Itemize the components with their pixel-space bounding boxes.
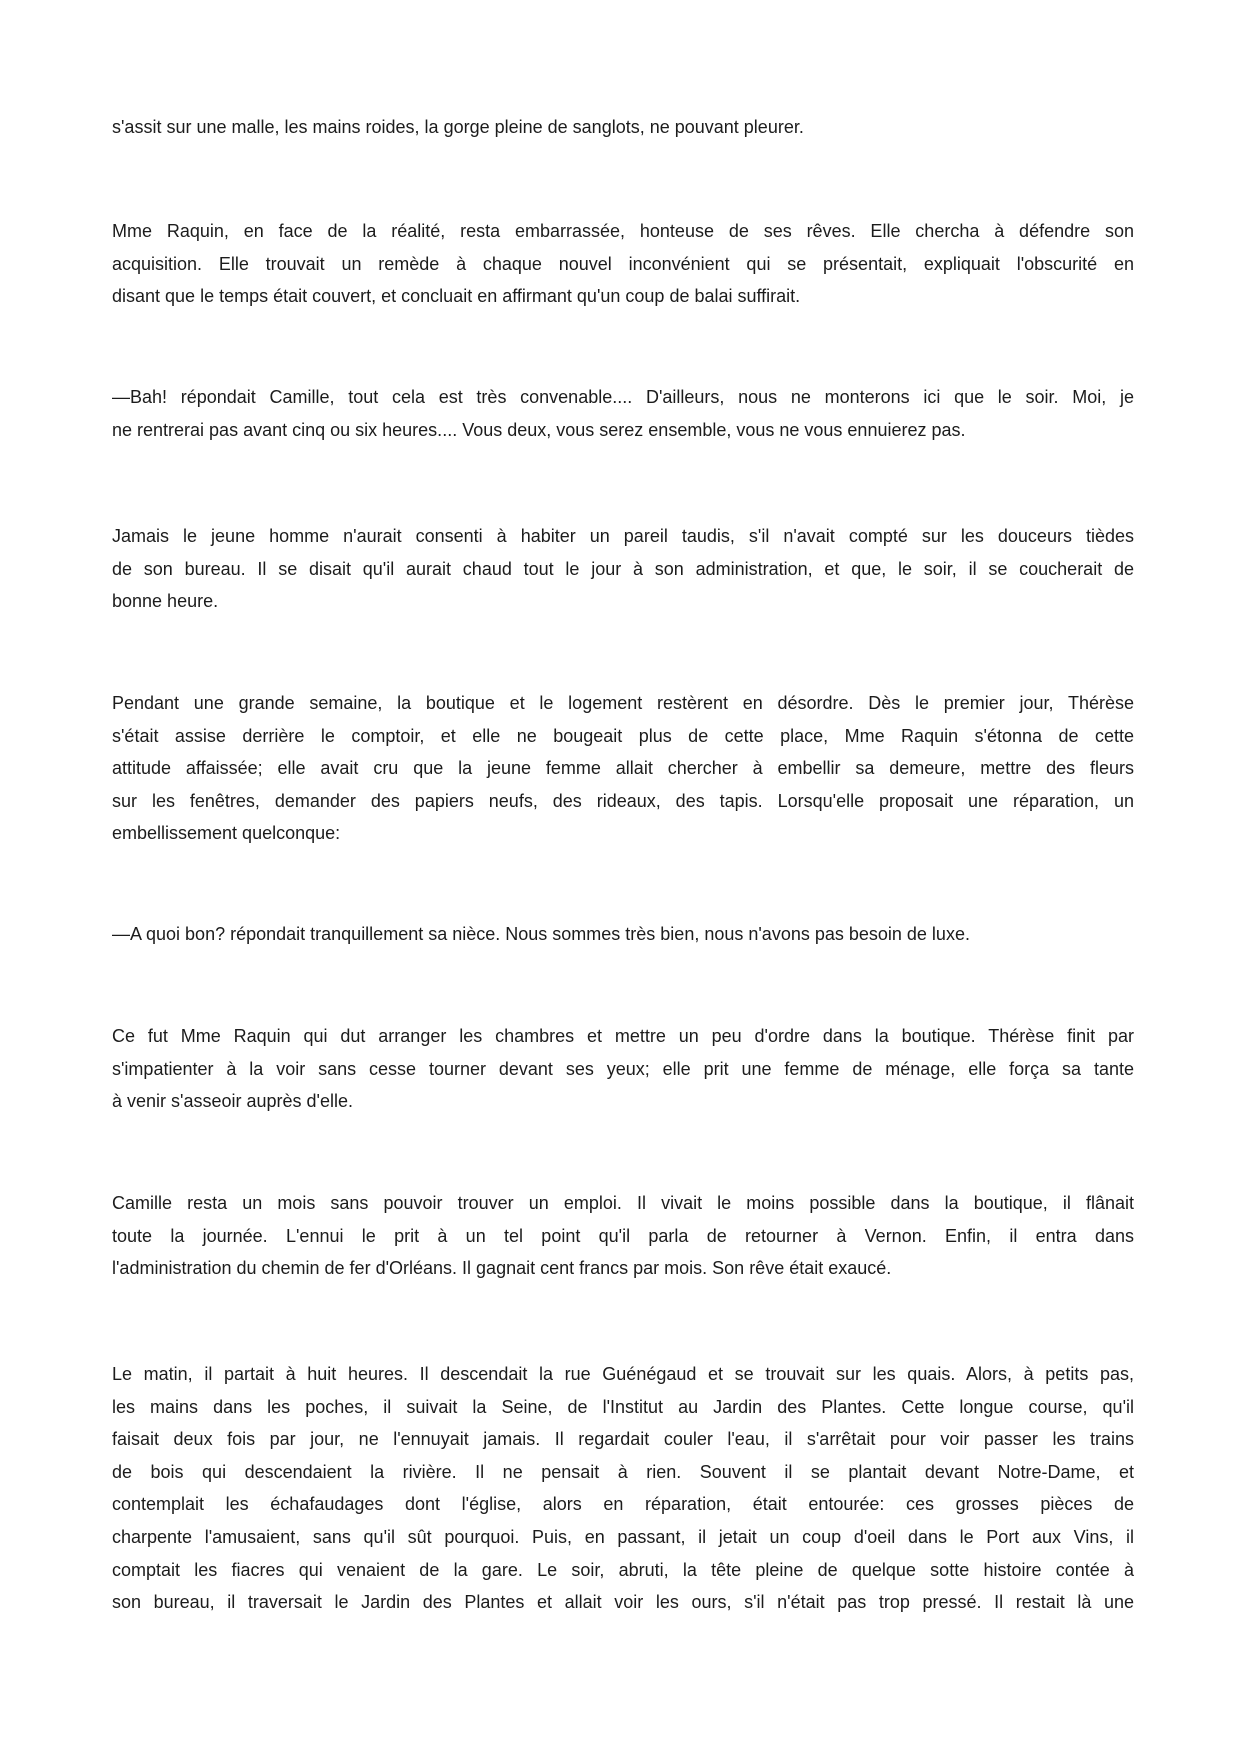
text-line: s'assit sur une malle, les mains roides, la gorge pleine de sanglots, ne pouvant pleurer.: [112, 117, 804, 137]
text-line: attitude affaissée; elle avait cru que la jeune femme allait chercher à embellir sa demeure, mettre des fleurs: [112, 758, 1134, 779]
text-line: Mme Raquin, en face de la réalité, resta embarrassée, honteuse de ses rêves. Elle chercha à défendre son: [112, 221, 1134, 241]
paragraph: [112, 687, 1134, 850]
text-line: embellissement quelconque:: [112, 823, 341, 844]
text-line: les mains dans les poches, il suivait la Seine, de l'Institut au Jardin des Plantes. Cette longue course, qu'il: [112, 1396, 1134, 1417]
text-line: charpente l'amusaient, sans qu'il sût pourquoi. Puis, en passant, il jetait un coup d'oeil dans le Port aux Vins, il: [112, 1526, 1134, 1547]
text-line: —A quoi bon? répondait tranquillement sa nièce. Nous sommes très bien, nous n'avons pas besoin de luxe.: [112, 924, 970, 944]
text-line: de son bureau. Il se disait qu'il aurait chaud tout le jour à son administration, et que, le soir, il se coucherait de: [112, 558, 1134, 579]
text-line: s'était assise derrière le comptoir, et elle ne bougeait plus de cette place, Mme Raquin s'étonna de cette: [112, 725, 1134, 746]
paragraph: [112, 1358, 1134, 1619]
text-line: disant que le temps était couvert, et concluait en affirmant qu'un coup de balai suffirait.: [112, 286, 801, 307]
text-line: Camille resta un mois sans pouvoir trouver un emploi. Il vivait le moins possible dans la boutique, il flânait: [112, 1193, 1134, 1213]
paragraph: [112, 918, 1134, 951]
text-line: à venir s'asseoir auprès d'elle.: [112, 1091, 353, 1112]
text-line: Pendant une grande semaine, la boutique et le logement restèrent en désordre. Dès le premier jour, Thérèse: [112, 693, 1134, 713]
paragraph: [112, 111, 1134, 144]
text-line: ne rentrerai pas avant cinq ou six heures.... Vous deux, vous serez ensemble, vous ne vous ennuierez pas.: [112, 419, 966, 440]
paragraph: [112, 1020, 1134, 1118]
text-line: s'impatienter à la voir sans cesse tourner devant ses yeux; elle prit une femme de ménage, elle força sa tante: [112, 1058, 1134, 1079]
text-line: acquisition. Elle trouvait un remède à chaque nouvel inconvénient qui se présentait, expliquait l'obscurité en: [112, 253, 1134, 274]
text-line: toute la journée. L'ennui le prit à un tel point qu'il parla de retourner à Vernon. Enfin, il entra dans: [112, 1225, 1134, 1246]
text-line: faisait deux fois par jour, ne l'ennuyait jamais. Il regardait couler l'eau, il s'arrêtait pour voir passer les trains: [112, 1429, 1134, 1450]
text-line: sur les fenêtres, demander des papiers neufs, des rideaux, des tapis. Lorsqu'elle proposait une réparation, un: [112, 790, 1134, 811]
text-line: contemplait les échafaudages dont l'église, alors en réparation, était entourée: ces grosses pièces de: [112, 1494, 1134, 1515]
paragraph: [112, 215, 1134, 313]
text-line: bonne heure.: [112, 591, 219, 612]
paragraph: [112, 381, 1134, 446]
text-line: l'administration du chemin de fer d'Orléans. Il gagnait cent francs par mois. Son rêve était exaucé.: [112, 1258, 892, 1279]
text-line: de bois qui descendaient la rivière. Il ne pensait à rien. Souvent il se plantait devant Notre-Dame, et: [112, 1461, 1134, 1482]
text-line: —Bah! répondait Camille, tout cela est très convenable.... D'ailleurs, nous ne monterons ici que le soir. Moi, je: [112, 387, 1134, 407]
text-line: Ce fut Mme Raquin qui dut arranger les chambres et mettre un peu d'ordre dans la boutique. Thérèse finit par: [112, 1026, 1134, 1046]
paragraph: [112, 1187, 1134, 1285]
text-line: Jamais le jeune homme n'aurait consenti à habiter un pareil taudis, s'il n'avait compté sur les douceurs tièdes: [112, 526, 1134, 546]
text-line: Le matin, il partait à huit heures. Il descendait la rue Guénégaud et se trouvait sur les quais. Alors, à petits pas,: [112, 1364, 1134, 1384]
paragraph: [112, 520, 1134, 618]
text-line: comptait les fiacres qui venaient de la gare. Le soir, abruti, la tête pleine de quelque sotte histoire contée à: [112, 1559, 1134, 1580]
text-line: son bureau, il traversait le Jardin des Plantes et allait voir les ours, s'il n'était pas trop pressé. Il restait là une: [112, 1592, 1134, 1613]
